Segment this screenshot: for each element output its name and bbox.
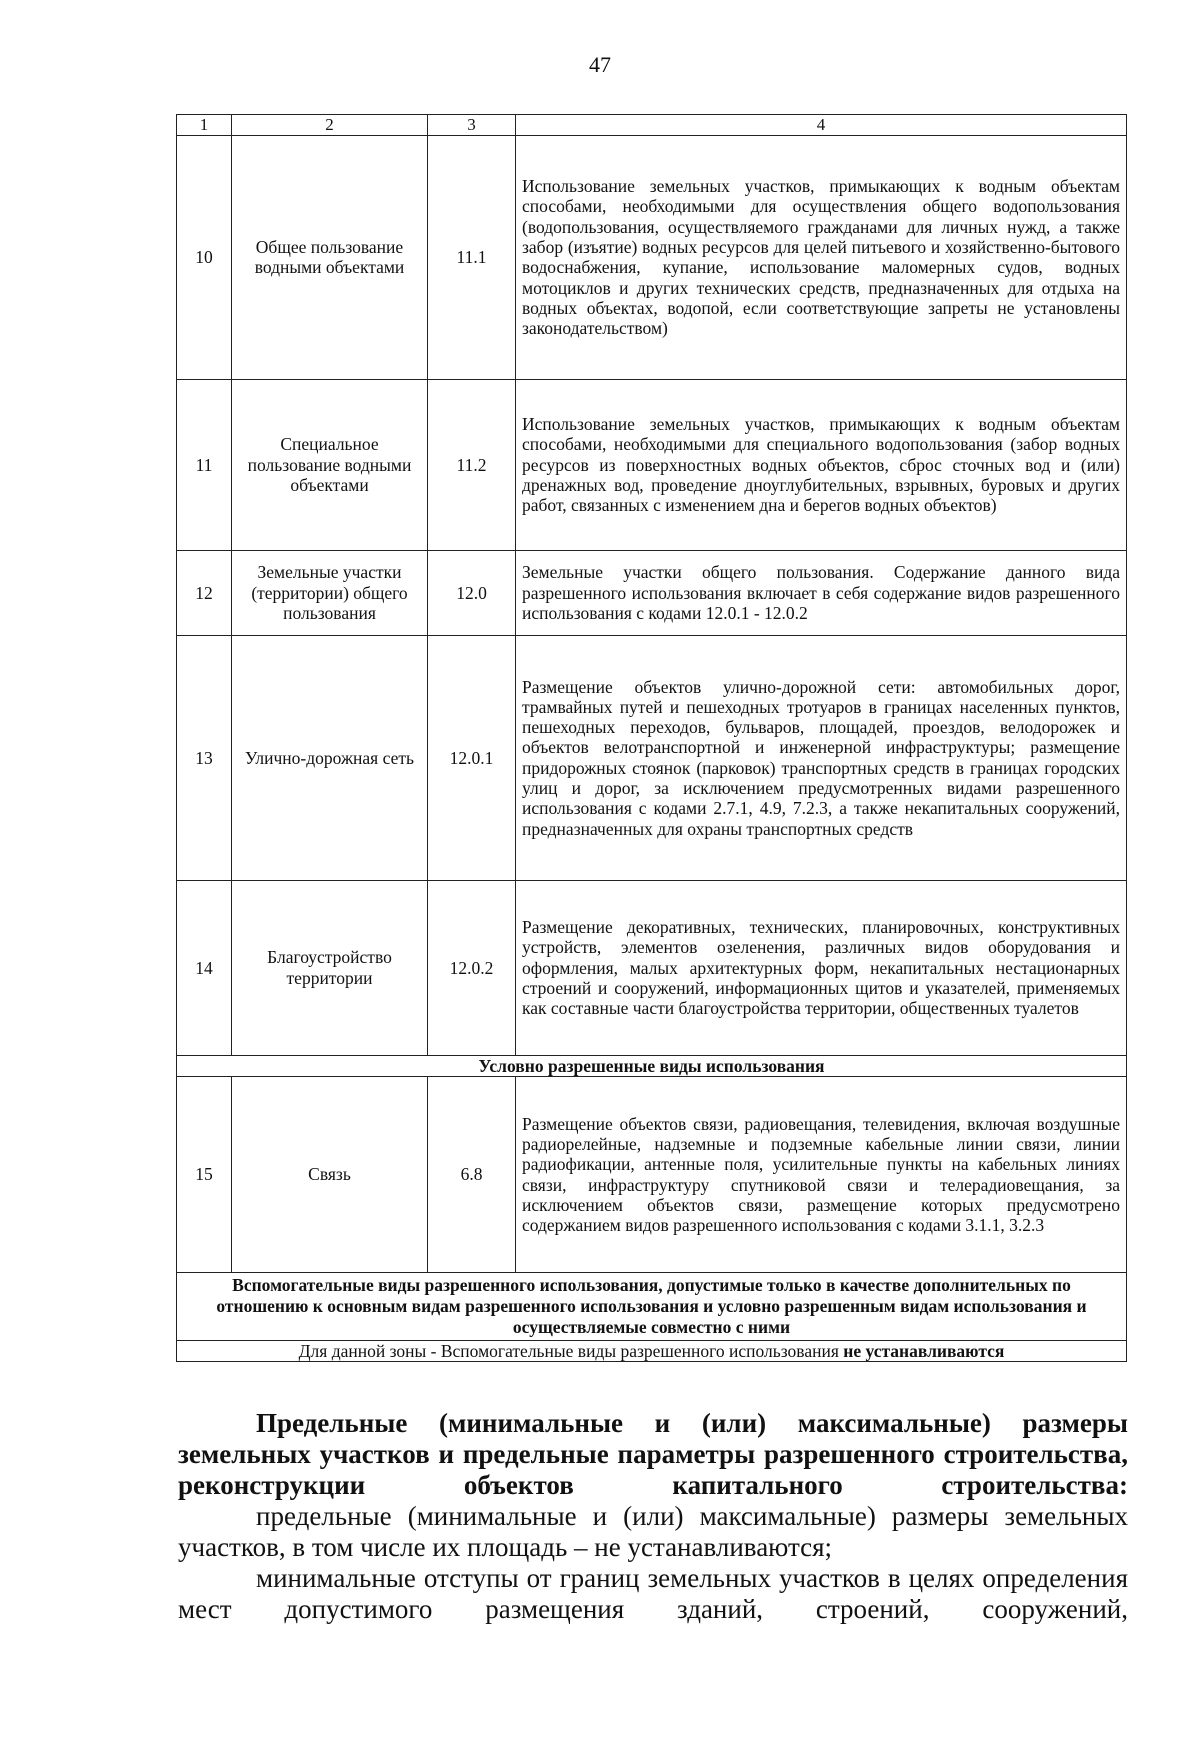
section-heading-conditional: Условно разрешенные виды использования bbox=[177, 1055, 1127, 1076]
use-type-code: 12.0.1 bbox=[428, 635, 516, 880]
use-type-name: Специальное пользование водными объектами bbox=[232, 379, 428, 550]
body-text bbox=[178, 1408, 1128, 1625]
table-header-row bbox=[177, 115, 1127, 136]
auxiliary-note-emphasis: не устанавливаются bbox=[843, 1341, 1005, 1362]
use-type-code: 6.8 bbox=[428, 1077, 516, 1273]
auxiliary-row bbox=[177, 1273, 1127, 1341]
use-type-description: Использование земельных участков, примыкающих к водным объектам способами, необходимыми для специального водопользования (забор водных ресурсов из поверхностных водных объектов, сброс сточных вод и (или) дренажных вод, проведение дноуглубительных, взрывных, буровых и других работ, связанных с изменением дна и берегов водных объектов) bbox=[516, 379, 1127, 550]
auxiliary-note bbox=[177, 1341, 1127, 1362]
use-type-description: Земельные участки общего пользования. Содержание данного вида разрешенного использования включает в себя содержание видов разрешенного использования с кодами 12.0.1 - 12.0.2 bbox=[516, 550, 1127, 635]
use-type-name: Благоустройство территории bbox=[232, 880, 428, 1055]
table-row bbox=[177, 635, 1127, 880]
auxiliary-note-row bbox=[177, 1341, 1127, 1362]
row-number: 12 bbox=[177, 550, 232, 635]
section-row bbox=[177, 1055, 1127, 1076]
use-type-name: Общее пользование водными объектами bbox=[232, 135, 428, 379]
use-type-description: Размещение объектов связи, радиовещания, телевидения, включая воздушные радиорелейные, надземные и подземные кабельные линии связи, линии радиофикации, антенные поля, усилительные пункты на кабельных линиях связи, инфраструктуру спутниковой связи и телерадиовещания, за исключением объектов связи, размещение которых предусмотрено содержанием видов разрешенного использования с кодами 3.1.1, 3.2.3 bbox=[516, 1077, 1127, 1273]
use-type-code: 11.1 bbox=[428, 135, 516, 379]
use-type-description: Размещение объектов улично-дорожной сети: автомобильных дорог, трамвайных путей и пешеходных тротуаров в границах населенных пунктов, пешеходных переходов, бульваров, площадей, проездов, велодорожек и объектов велотранспортной и инженерной инфраструктуры; размещение придорожных стоянок (парковок) транспортных средств в границах городских улиц и дорог, за исключением предусмотренных видами разрешенного использования с кодами 2.7.1, 4.9, 7.2.3, а также некапитальных сооружений, предназначенных для охраны транспортных средств bbox=[516, 635, 1127, 880]
table-row bbox=[177, 135, 1127, 379]
use-type-name: Улично-дорожная сеть bbox=[232, 635, 428, 880]
row-number: 15 bbox=[177, 1077, 232, 1273]
use-type-name: Земельные участки (территории) общего пользования bbox=[232, 550, 428, 635]
column-header: 1 bbox=[177, 115, 232, 136]
use-type-description: Использование земельных участков, примыкающих к водным объектам способами, необходимыми для осуществления общего водопользования (водопользования, осуществляемого гражданами для личных нужд, а также забор (изъятие) водных ресурсов для целей питьевого и хозяйственно-бытового водоснабжения, купание, использование маломерных судов, водных мотоциклов и других технических средств, предназначенных для отдыха на водных объектах, водопой, если соответствующие запреты не установлены законодательством) bbox=[516, 135, 1127, 379]
column-header: 3 bbox=[428, 115, 516, 136]
row-number: 10 bbox=[177, 135, 232, 379]
table-row bbox=[177, 379, 1127, 550]
auxiliary-note-text: Для данной зоны - Вспомогательные виды разрешенного использования bbox=[298, 1341, 844, 1362]
table-row bbox=[177, 880, 1127, 1055]
paragraph: предельные (минимальные и (или) максимальные) размеры земельных участков, в том числе их площадь – не устанавливаются; bbox=[178, 1501, 1128, 1562]
column-header: 2 bbox=[232, 115, 428, 136]
table-row bbox=[177, 1077, 1127, 1273]
use-type-code: 12.0 bbox=[428, 550, 516, 635]
use-type-description: Размещение декоративных, технических, планировочных, конструктивных устройств, элементов озеленения, различных видов оборудования и оформления, малых архитектурных форм, некапитальных нестационарных строений и сооружений, информационных щитов и указателей, применяемых как составные части благоустройства территории, общественных туалетов bbox=[516, 880, 1127, 1055]
paragraph: минимальные отступы от границ земельных участков в целях определения мест допустимого размещения зданий, строений, сооружений, bbox=[178, 1563, 1128, 1624]
section-heading: Предельные (минимальные и (или) максимальные) размеры земельных участков и предельные параметры разрешенного строительства, реконструкции объектов капитального строительства: bbox=[178, 1408, 1128, 1500]
page-number: 47 bbox=[589, 52, 611, 77]
use-type-code: 12.0.2 bbox=[428, 880, 516, 1055]
row-number: 11 bbox=[177, 379, 232, 550]
land-use-table bbox=[176, 114, 1127, 1362]
use-type-code: 11.2 bbox=[428, 379, 516, 550]
table-row bbox=[177, 550, 1127, 635]
column-header: 4 bbox=[516, 115, 1127, 136]
auxiliary-heading: Вспомогательные виды разрешенного использования, допустимые только в качестве дополнительных по отношению к основным видам разрешенного использования и условно разрешенным видам использования и осуществляемые совместно с ними bbox=[177, 1273, 1127, 1341]
use-type-name: Связь bbox=[232, 1077, 428, 1273]
row-number: 13 bbox=[177, 635, 232, 880]
row-number: 14 bbox=[177, 880, 232, 1055]
